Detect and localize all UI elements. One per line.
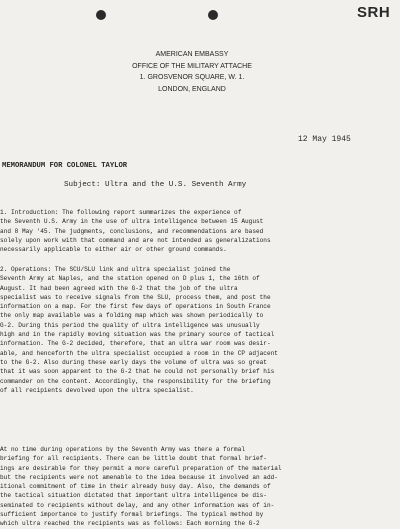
paragraph-line: that it was soon apparent to the G-2 that he could not personally brief his xyxy=(0,368,275,376)
paragraph-line: briefing for all recipients. There can be little doubt that formal brief- xyxy=(0,455,267,463)
paragraph-line: the Seventh U.S. Army in the use of ultra intelligence between 15 August xyxy=(0,218,264,226)
paragraph-line: the tactical situation dictated that important ultra intelligence be dis- xyxy=(0,492,267,500)
memo-heading: MEMORANDUM FOR COLONEL TAYLOR xyxy=(2,162,128,170)
paragraph-line: and 8 May '45. The judgments, conclusions, and recommendations are based xyxy=(0,227,264,235)
paragraph-line: but the recipients were not amenable to the idea because it involved an add- xyxy=(0,473,278,481)
paragraph-briefing xyxy=(0,445,400,529)
paragraph-line: high and in the rapidly moving situation was the primary source of tactical xyxy=(0,331,275,339)
paragraph-line: able, and henceforth the ultra specialist occupied a room in the CP adjacent xyxy=(0,349,278,357)
paragraph-line: to the G-2. Also during these early days the volume of ultra was so great xyxy=(0,358,267,366)
letterhead xyxy=(92,49,292,95)
paragraph-line: solely upon work with that command and are not intended as generalizations xyxy=(0,236,271,244)
paragraph-line: the only map available was a folding map which was shown periodically to xyxy=(0,312,264,320)
paragraph-line: sufficient importance to justify formal briefings. The typical method by xyxy=(0,511,264,519)
paragraph-line: ings are desirable for they permit a more careful preparation of the material xyxy=(0,464,282,472)
letterhead-line: OFFICE OF THE MILITARY ATTACHE xyxy=(132,62,252,70)
paragraph-line: Seventh Army at Naples, and the station opened on D plus 1, the 16th of xyxy=(0,275,260,283)
paragraph-introduction xyxy=(0,208,400,254)
paragraph-line: 1. Introduction: The following report summarizes the experience of xyxy=(0,209,242,216)
paragraph-line: commander on the content. Accordingly, the responsibility for the briefing xyxy=(0,377,271,385)
punch-hole xyxy=(208,10,218,20)
paragraph-line: At no time during operations by the Seventh Army was there a formal xyxy=(0,446,246,453)
file-stamp: SRH xyxy=(357,4,391,21)
paragraph-line: information on a map. For the first few days of operations in South France xyxy=(0,303,271,311)
paragraph-line: information. The G-2 decided, therefore, that an ultra war room was desir- xyxy=(0,340,271,348)
memo-subject: Subject: Ultra and the U.S. Seventh Army xyxy=(64,181,247,189)
paragraph-line: necessarily applicable to either air or other ground commands. xyxy=(0,246,227,254)
paragraph-line: itional commitment of time in their already busy day. Also, the demands of xyxy=(0,483,271,491)
paragraph-line: 2. Operations: The SCU/SLU link and ultra specialist joined the xyxy=(0,266,231,273)
letterhead-line: LONDON, ENGLAND xyxy=(158,85,226,93)
memo-date: 12 May 1945 xyxy=(298,135,351,144)
paragraph-line: G-2. During this period the quality of ultra intelligence was unusually xyxy=(0,321,260,329)
paragraph-line: which ultra reached the recipients was as follows: Each morning the G-2 xyxy=(0,520,260,528)
paragraph-operations xyxy=(0,265,400,395)
paragraph-line: August. It had been agreed with the G-2 that the job of the ultra xyxy=(0,284,238,292)
paragraph-line: of all recipients devolved upon the ultra specialist. xyxy=(0,386,194,394)
punch-hole xyxy=(96,10,106,20)
paragraph-line: seminated to recipients without delay, and any other information was of in- xyxy=(0,501,275,509)
letterhead-line: AMERICAN EMBASSY xyxy=(155,51,229,58)
paragraph-line: specialist was to receive signals from the SLU, process them, and post the xyxy=(0,293,271,301)
letterhead-line: 1. GROSVENOR SQUARE, W. 1. xyxy=(139,74,245,81)
